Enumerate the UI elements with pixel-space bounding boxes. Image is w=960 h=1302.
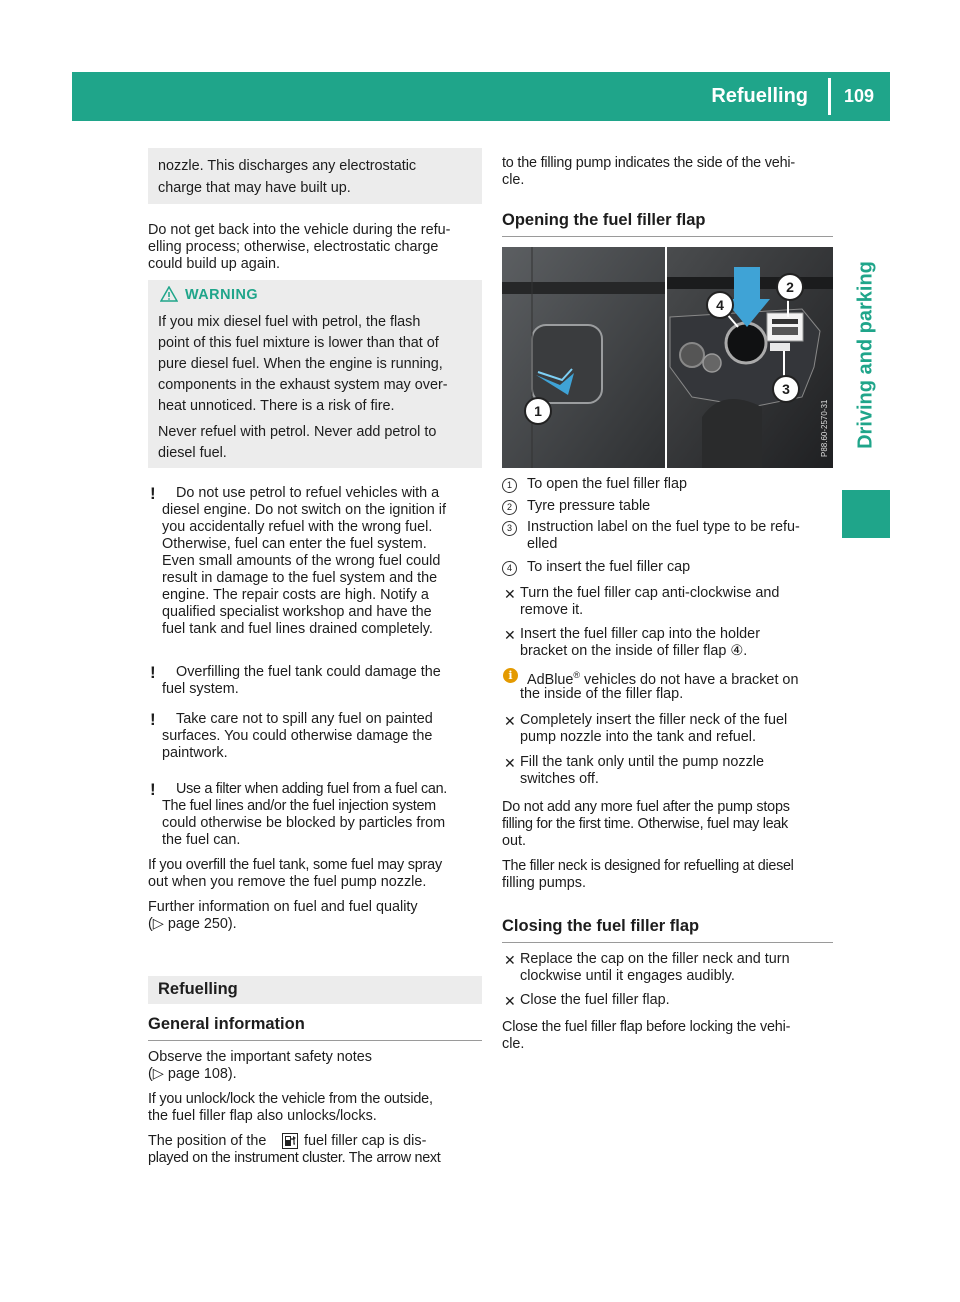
note-mark: ! bbox=[150, 484, 156, 503]
side-tab-label: Driving and parking bbox=[854, 261, 877, 449]
legend-text: Tyre pressure table bbox=[527, 498, 651, 514]
warning-line: components in the exhaust system may over- bbox=[158, 377, 448, 393]
note-line: Otherwise, fuel can enter the fuel system. bbox=[162, 536, 427, 552]
para-line: could build up again. bbox=[148, 256, 281, 272]
para-line: out when you remove the fuel pump nozzle. bbox=[148, 874, 427, 890]
note-mark: ! bbox=[150, 710, 156, 729]
note-line: result in damage to the fuel system and the bbox=[162, 570, 438, 586]
note-line: fuel tank and fuel lines drained completely. bbox=[162, 621, 433, 637]
note-line: surfaces. You could otherwise damage the bbox=[162, 728, 433, 744]
para-line: Do not add any more fuel after the pump stops bbox=[502, 799, 790, 815]
legend-number: 4 bbox=[502, 561, 517, 576]
note-line: could otherwise be blocked by particles from bbox=[162, 815, 446, 831]
para-line: cle. bbox=[502, 1036, 525, 1052]
note-line: Do not use petrol to refuel vehicles with a bbox=[176, 485, 440, 501]
warning-triangle-icon bbox=[160, 286, 178, 302]
page-link[interactable]: (▷ page 250). bbox=[148, 916, 237, 932]
legend-number: 2 bbox=[502, 500, 517, 515]
fuel-pump-icon bbox=[282, 1133, 298, 1149]
legend-text: Instruction label on the fuel type to be refu- bbox=[527, 519, 800, 535]
step-line: pump nozzle into the tank and refuel. bbox=[520, 729, 756, 745]
warning-heading: WARNING bbox=[185, 287, 259, 303]
step-line: clockwise until it engages audibly. bbox=[520, 968, 735, 984]
note-line: qualified specialist workshop and have the bbox=[162, 604, 432, 620]
legend-text: To open the fuel filler flap bbox=[527, 476, 687, 492]
warning-line: heat unnoticed. There is a risk of fire. bbox=[158, 398, 395, 414]
step-arrow-icon: ✕ bbox=[504, 586, 516, 602]
intro-line-2: charge that may have built up. bbox=[158, 180, 351, 196]
intro-line-1: nozzle. This discharges any electrostatic bbox=[158, 158, 417, 174]
para-line: Do not get back into the vehicle during the refu- bbox=[148, 222, 451, 238]
para-line: to the filling pump indicates the side of the vehi- bbox=[502, 155, 795, 171]
para-line: filling for the first time. Otherwise, fuel may leak bbox=[502, 816, 788, 832]
warning-line: pure diesel fuel. When the engine is running, bbox=[158, 356, 443, 372]
step-arrow-icon: ✕ bbox=[504, 713, 516, 729]
legend-text: elled bbox=[527, 536, 558, 552]
para-line: played on the instrument cluster. The arrow next bbox=[148, 1150, 441, 1166]
note-line: Even small amounts of the wrong fuel could bbox=[162, 553, 441, 569]
para-line: cle. bbox=[502, 172, 525, 188]
warning-line: Never refuel with petrol. Never add petrol to bbox=[158, 424, 437, 440]
note-line: fuel system. bbox=[162, 681, 239, 697]
photo-code: P88.60-2570-31 bbox=[820, 399, 829, 457]
side-tab bbox=[842, 250, 890, 460]
side-tab-block bbox=[842, 490, 890, 538]
section-title: Refuelling bbox=[158, 980, 238, 998]
note-line: engine. The repair costs are high. Notify a bbox=[162, 587, 429, 603]
section-heading-close: Closing the fuel filler flap bbox=[502, 917, 700, 935]
heading-rule bbox=[502, 942, 833, 943]
note-line: the fuel can. bbox=[162, 832, 241, 848]
warning-line: If you mix diesel fuel with petrol, the flash bbox=[158, 314, 421, 330]
warning-line: point of this fuel mixture is lower than that of bbox=[158, 335, 439, 351]
info-line: the inside of the filler flap. bbox=[520, 686, 684, 702]
warning-line: diesel fuel. bbox=[158, 445, 227, 461]
para-line: Observe the important safety notes bbox=[148, 1049, 372, 1065]
step-line: Fill the tank only until the pump nozzle bbox=[520, 754, 764, 770]
note-line: you accidentally refuel with the wrong fuel. bbox=[162, 519, 433, 535]
step-line: Insert the fuel filler cap into the holder bbox=[520, 626, 760, 642]
fuel-filler-photo bbox=[502, 247, 833, 468]
para-line: The position of the bbox=[148, 1133, 267, 1149]
callout-1: 1 bbox=[524, 397, 552, 425]
para-line: If you overfill the fuel tank, some fuel may spray bbox=[148, 857, 442, 873]
header-divider bbox=[828, 78, 831, 115]
info-icon: i bbox=[503, 668, 518, 683]
legend-number: 1 bbox=[502, 478, 517, 493]
step-arrow-icon: ✕ bbox=[504, 755, 516, 771]
para-line: elling process; otherwise, electrostatic charge bbox=[148, 239, 439, 255]
page-link[interactable]: (▷ page 108). bbox=[148, 1066, 237, 1082]
note-mark: ! bbox=[150, 663, 156, 682]
para-line: Close the fuel filler flap before locking the vehi- bbox=[502, 1019, 791, 1035]
note-line: paintwork. bbox=[162, 745, 228, 761]
section-heading-open: Opening the fuel filler flap bbox=[502, 211, 706, 229]
header-title: Refuelling bbox=[711, 85, 808, 107]
step-line: remove it. bbox=[520, 602, 584, 618]
step-line: Turn the fuel filler cap anti-clockwise and bbox=[520, 585, 780, 601]
para-line: the fuel filler flap also unlocks/locks. bbox=[148, 1108, 377, 1124]
para-line: If you unlock/lock the vehicle from the outside, bbox=[148, 1091, 433, 1107]
note-line: Overfilling the fuel tank could damage the bbox=[176, 664, 441, 680]
subsection-title: General information bbox=[148, 1015, 305, 1033]
step-arrow-icon: ✕ bbox=[504, 993, 516, 1009]
step-line: Replace the cap on the filler neck and turn bbox=[520, 951, 790, 967]
info-line: AdBlue® vehicles do not have a bracket on bbox=[527, 670, 799, 688]
legend-text: To insert the fuel filler cap bbox=[527, 559, 691, 575]
para-line: fuel filler cap is dis- bbox=[304, 1133, 427, 1149]
note-line: Use a filter when adding fuel from a fuel can. bbox=[176, 781, 447, 797]
step-line: Close the fuel filler flap. bbox=[520, 992, 670, 1008]
para-line: The filler neck is designed for refuelling at diesel bbox=[502, 858, 794, 874]
step-line: bracket on the inside of filler flap ④. bbox=[520, 643, 748, 659]
callout-4: 4 bbox=[706, 291, 734, 319]
step-line: switches off. bbox=[520, 771, 599, 787]
note-line: Take care not to spill any fuel on painted bbox=[176, 711, 433, 727]
para-line: filling pumps. bbox=[502, 875, 586, 891]
page-number: 109 bbox=[844, 86, 875, 106]
callout-3: 3 bbox=[772, 375, 800, 403]
legend-number: 3 bbox=[502, 521, 517, 536]
callout-2: 2 bbox=[776, 273, 804, 301]
header-bar bbox=[72, 72, 890, 121]
heading-rule bbox=[148, 1040, 482, 1041]
step-arrow-icon: ✕ bbox=[504, 627, 516, 643]
heading-rule bbox=[502, 236, 833, 237]
step-line: Completely insert the filler neck of the fuel bbox=[520, 712, 788, 728]
note-line: The fuel lines and/or the fuel injection system bbox=[162, 798, 436, 814]
note-line: diesel engine. Do not switch on the ignition if bbox=[162, 502, 446, 518]
note-mark: ! bbox=[150, 780, 156, 799]
step-arrow-icon: ✕ bbox=[504, 952, 516, 968]
para-line: Further information on fuel and fuel quality bbox=[148, 899, 418, 915]
para-line: out. bbox=[502, 833, 527, 849]
